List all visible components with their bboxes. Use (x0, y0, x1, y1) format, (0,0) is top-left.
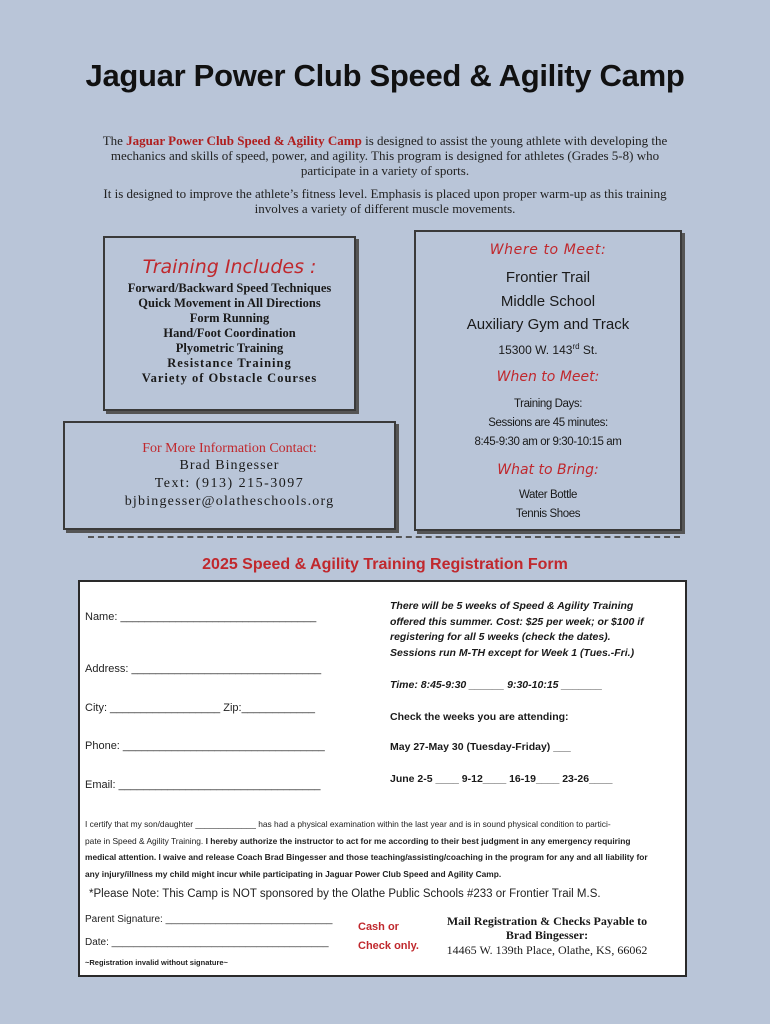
address-text: 15300 W. 143 (498, 343, 573, 357)
name-field[interactable]: Name: ________________________________ (85, 611, 317, 623)
training-item: Forward/Backward Speed Techniques (127, 281, 332, 295)
address-field[interactable]: Address: _______________________________ (85, 663, 322, 675)
mail-heading: Mail Registration & Checks Payable to (446, 914, 648, 928)
location-address (416, 336, 680, 361)
location-line-1: Frontier Trail (505, 269, 591, 286)
location-line-2: Middle School (500, 293, 596, 310)
location-line-3: Auxiliary Gym and Track (466, 316, 630, 333)
training-days: Training Days: (513, 398, 583, 410)
certification-bold-text: I hereby authorize the instructor to act for me according to their best judgment in any emergency requiring (205, 835, 631, 846)
contact-phone: Text: (913) 215-3097 (154, 476, 305, 491)
training-item: Variety of Obstacle Courses (141, 371, 318, 385)
bring-item: Tennis Shoes (515, 508, 581, 520)
signature-required-note: ~Registration invalid without signature~ (85, 958, 228, 967)
mail-payee: Brad Bingesser: (505, 928, 589, 942)
page-title: Jaguar Power Club Speed & Agility Camp (85, 58, 685, 93)
where-heading: Where to Meet: (489, 242, 607, 258)
training-item: Form Running (189, 311, 270, 325)
email-field[interactable]: Email: _________________________________ (85, 779, 321, 791)
contact-name: Brad Bingesser (179, 458, 280, 473)
phone-field[interactable]: Phone: _________________________________ (85, 740, 325, 752)
session-times: 8:45-9:30 am or 9:30-10:15 am (474, 436, 622, 448)
payment-line: Cash or (358, 921, 399, 933)
bring-item: Water Bottle (518, 489, 578, 501)
certification-line (85, 833, 685, 850)
payment-method-note (358, 918, 419, 956)
june-weeks-selection[interactable]: June 2-5 ____ 9-12____ 16-19____ 23-26____ (390, 773, 613, 785)
description-line: Sessions run M-TH except for Week 1 (Tues.-Fri.) (390, 646, 635, 659)
intro-text-2: is designed to assist the young athlete with developing the mechanics and skills of speed, power, and agility. This program is designed for athletes (Grades 5-8) who participate in a variety of sports. (110, 133, 668, 178)
training-item: Quick Movement in All Directions (138, 296, 321, 310)
when-heading: When to Meet: (496, 369, 600, 385)
where-to-meet-box (414, 230, 682, 531)
training-heading: Training Includes : (142, 256, 317, 278)
registration-form-heading: 2025 Speed & Agility Training Registration Form (202, 556, 568, 573)
description-line: offered this summer. Cost: $25 per week; or $100 if (390, 615, 644, 628)
camp-name-highlight: Jaguar Power Club Speed & Agility Camp (126, 133, 362, 148)
intro-paragraph-1 (82, 133, 688, 178)
certification-line: I certify that my son/daughter _____________ has had a physical examination within the last year and is in sound physical condition to partici- (85, 819, 611, 829)
mailing-instructions (432, 914, 662, 958)
certification-text: pate in Speed & Agility Training. (85, 835, 206, 846)
address-suffix: rd (572, 342, 580, 351)
description-line: registering for all 5 weeks (check the dates). (390, 631, 611, 643)
certification-line: medical attention. I waive and release Coach Brad Bingesser and those teaching/assisting/coaching in the program for any and all liability for (85, 852, 648, 862)
intro-text: The (102, 133, 127, 148)
training-item: Hand/Foot Coordination (163, 326, 296, 340)
parent-signature-field[interactable]: Parent Signature: ______________________________ (85, 914, 333, 925)
mail-address: 14465 W. 139th Place, Olathe, KS, 66062 (446, 943, 648, 957)
contact-heading: For More Information Contact: (142, 441, 317, 456)
training-item: Resistance Training (167, 356, 292, 370)
training-includes-box (103, 236, 356, 411)
cut-line-divider (88, 536, 680, 538)
check-weeks-label: Check the weeks you are attending: (390, 711, 569, 723)
intro-paragraph-2: It is designed to improve the athlete’s fitness level. Emphasis is placed upon proper warm-up as this training involves a variety of different muscle movements. (103, 186, 667, 216)
sessions-length: Sessions are 45 minutes: (488, 417, 608, 429)
training-list (105, 281, 354, 386)
training-item: Plyometric Training (175, 341, 284, 355)
program-description (390, 599, 680, 661)
registration-form (78, 580, 687, 977)
payment-line: Check only. (358, 940, 419, 952)
date-field[interactable]: Date: _______________________________________ (85, 937, 329, 948)
contact-email: bjbingesser@olatheschools.org (124, 494, 335, 509)
week-1-selection[interactable]: May 27-May 30 (Tuesday-Friday) ___ (390, 741, 571, 753)
certification-statement (85, 816, 685, 882)
city-zip-field[interactable]: City: __________________ Zip:____________ (85, 702, 315, 714)
description-line: There will be 5 weeks of Speed & Agility Training (390, 600, 634, 612)
certification-line: any injury/illness my child might incur while participating in Jaguar Power Club Speed and Agility Camp. (85, 868, 502, 879)
bring-heading: What to Bring: (497, 462, 599, 478)
sponsorship-note: *Please Note: This Camp is NOT sponsored by the Olathe Public Schools #233 or Frontier Trail M.S. (89, 888, 601, 900)
contact-box (63, 421, 396, 530)
time-selection[interactable]: Time: 8:45-9:30 ______ 9:30-10:15 _______ (390, 679, 603, 691)
address-text-end: St. (579, 343, 598, 357)
